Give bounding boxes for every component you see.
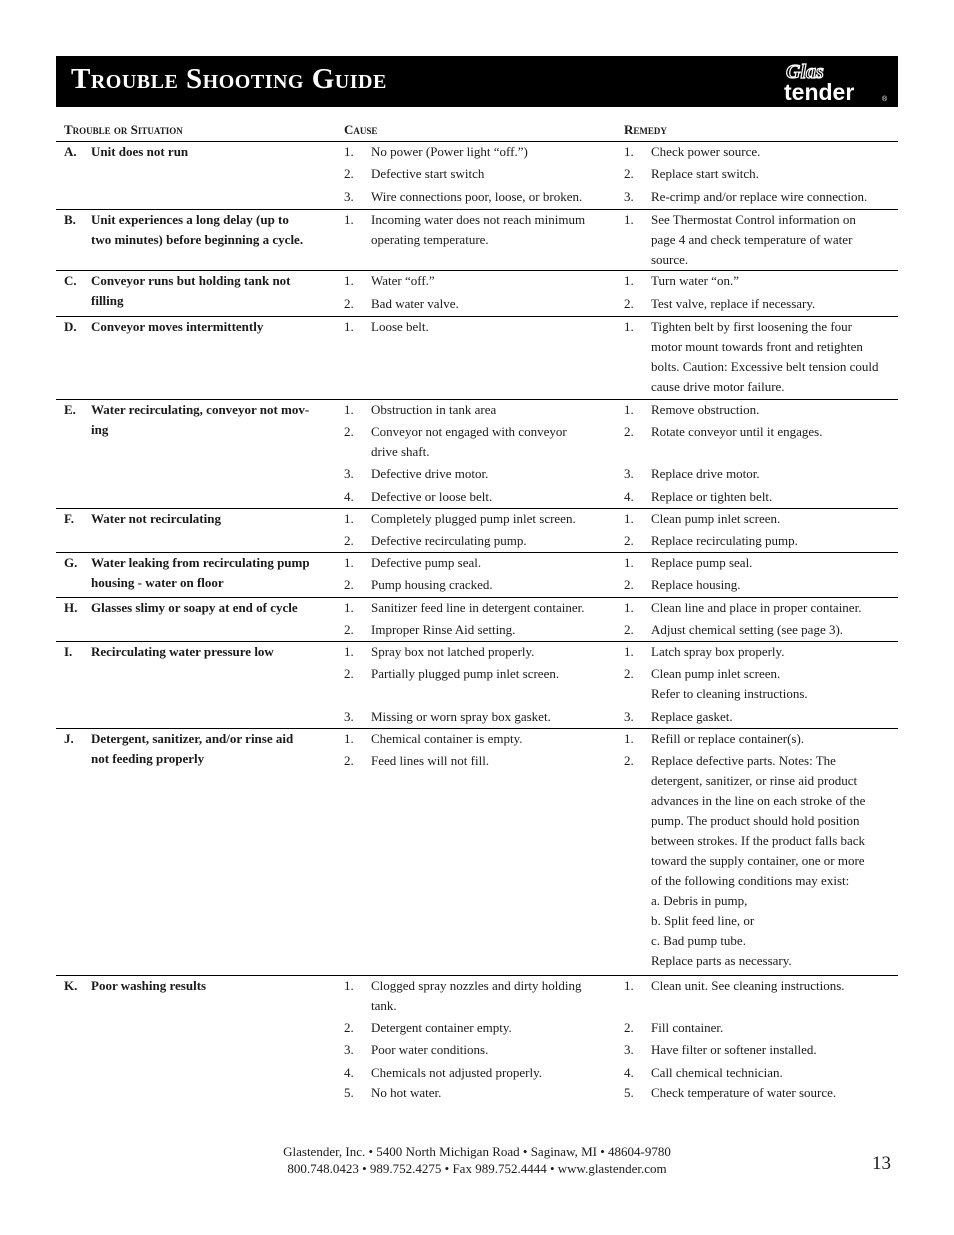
remedy-item-text: See Thermostat Control information on page 4 and check temperature of water source. — [651, 212, 856, 267]
cause-item-text: Bad water valve. — [371, 296, 459, 311]
cause-item-number: 1. — [344, 319, 354, 334]
remedy-item-number: 3. — [624, 189, 634, 204]
cause-item-number: 4. — [344, 489, 354, 504]
remedy-item-text: Check temperature of water source. — [651, 1085, 837, 1100]
remedy-item-number: 4. — [624, 1065, 634, 1080]
trouble-text: Water recirculating, conveyor not mov- ing — [91, 402, 310, 437]
trouble-text: Water leaking from recirculating pump housing - water on floor — [91, 555, 310, 590]
cause-item-number: 2. — [344, 666, 354, 681]
remedy-item-text: Adjust chemical setting (see page 3). — [651, 622, 844, 637]
remedy-item-text: Replace pump seal. — [651, 555, 753, 570]
trouble-text: Water not recirculating — [91, 511, 221, 526]
table-row — [56, 975, 898, 1106]
trouble-text: Unit experiences a long delay (up to two minutes) before beginning a cycle. — [91, 212, 304, 247]
trouble-text: Unit does not run — [91, 144, 189, 159]
cause-item-text: Water “off.” — [371, 273, 435, 288]
remedy-item-text: Clean line and place in proper container. — [651, 600, 862, 615]
cause-item-number: 3. — [344, 709, 354, 724]
remedy-item-text: Turn water “on.” — [651, 273, 739, 288]
remedy-item-text: Replace recirculating pump. — [651, 533, 798, 548]
col-header-trouble: Trouble or Situation — [64, 122, 183, 137]
remedy-item-text: Replace housing. — [651, 577, 741, 592]
remedy-item-text: Clean unit. See cleaning instructions. — [651, 978, 845, 993]
cause-item-number: 1. — [344, 144, 354, 159]
remedy-item-number: 1. — [624, 644, 634, 659]
cause-item-number: 2. — [344, 166, 354, 181]
trouble-letter: I. — [64, 644, 73, 659]
cause-item-text: Defective drive motor. — [371, 466, 489, 481]
remedy-item-number: 1. — [624, 319, 634, 334]
remedy-item-number: 1. — [624, 144, 634, 159]
trouble-text: Detergent, sanitizer, and/or rinse aid not feeding properly — [91, 731, 294, 766]
cause-item-number: 2. — [344, 533, 354, 548]
cause-item-number: 1. — [344, 978, 354, 993]
svg-text:®: ® — [882, 96, 888, 103]
svg-text:Glas: Glas — [786, 61, 824, 83]
remedy-item-number: 1. — [624, 555, 634, 570]
remedy-item-number: 2. — [624, 166, 634, 181]
remedy-item-number: 1. — [624, 402, 634, 417]
remedy-item-number: 2. — [624, 424, 634, 439]
trouble-text: Conveyor runs but holding tank not filling — [91, 273, 291, 308]
remedy-item-number: 1. — [624, 273, 634, 288]
cause-item-number: 2. — [344, 1020, 354, 1035]
cause-item-number: 4. — [344, 1065, 354, 1080]
remedy-item-number: 3. — [624, 709, 634, 724]
cause-item-number: 2. — [344, 577, 354, 592]
col-header-cause: Cause — [344, 122, 378, 137]
cause-item-text: No power (Power light “off.”) — [371, 144, 528, 159]
page-number: 13 — [872, 1153, 891, 1174]
trouble-letter: B. — [64, 212, 76, 227]
col-header-remedy: Remedy — [624, 122, 667, 137]
remedy-item-text: Have filter or softener installed. — [651, 1042, 817, 1057]
table-row — [56, 728, 898, 976]
remedy-item-text: Fill container. — [651, 1020, 724, 1035]
remedy-item-number: 2. — [624, 753, 634, 768]
remedy-item-text: Latch spray box properly. — [651, 644, 785, 659]
table-row — [56, 641, 898, 729]
remedy-item-text: Clean pump inlet screen. Refer to cleaning instructions. — [651, 666, 808, 701]
cause-item-text: Missing or worn spray box gasket. — [371, 709, 551, 724]
table-row — [56, 209, 898, 271]
cause-item-number: 1. — [344, 644, 354, 659]
remedy-item-number: 4. — [624, 489, 634, 504]
remedy-item-text: Re-crimp and/or replace wire connection. — [651, 189, 868, 204]
remedy-item-number: 5. — [624, 1085, 634, 1100]
remedy-item-number: 3. — [624, 466, 634, 481]
cause-item-text: Chemical container is empty. — [371, 731, 523, 746]
remedy-item-number: 1. — [624, 212, 634, 227]
cause-item-text: Defective pump seal. — [371, 555, 482, 570]
remedy-item-text: Replace drive motor. — [651, 466, 760, 481]
remedy-item-number: 2. — [624, 296, 634, 311]
cause-item-number: 2. — [344, 622, 354, 637]
remedy-item-number: 2. — [624, 666, 634, 681]
cause-item-number: 1. — [344, 273, 354, 288]
remedy-item-text: Clean pump inlet screen. — [651, 511, 781, 526]
title-banner — [56, 56, 898, 107]
remedy-item-text: Replace or tighten belt. — [651, 489, 773, 504]
remedy-item-number: 1. — [624, 600, 634, 615]
remedy-item-number: 2. — [624, 577, 634, 592]
remedy-item-text: Check power source. — [651, 144, 761, 159]
table-row — [56, 597, 898, 642]
cause-item-text: Pump housing cracked. — [371, 577, 493, 592]
remedy-item-text: Rotate conveyor until it engages. — [651, 424, 823, 439]
remedy-item-text: Test valve, replace if necessary. — [651, 296, 816, 311]
trouble-letter: K. — [64, 978, 78, 993]
cause-item-number: 2. — [344, 424, 354, 439]
remedy-item-number: 2. — [624, 622, 634, 637]
cause-item-number: 3. — [344, 466, 354, 481]
remedy-item-number: 2. — [624, 533, 634, 548]
cause-item-text: Completely plugged pump inlet screen. — [371, 511, 576, 526]
trouble-letter: J. — [64, 731, 74, 746]
remedy-item-text: Remove obstruction. — [651, 402, 760, 417]
cause-item-text: Conveyor not engaged with conveyor drive shaft. — [371, 424, 567, 459]
cause-item-text: Defective recirculating pump. — [371, 533, 527, 548]
cause-item-text: Feed lines will not fill. — [371, 753, 490, 768]
cause-item-text: Wire connections poor, loose, or broken. — [371, 189, 583, 204]
trouble-letter: F. — [64, 511, 74, 526]
cause-item-number: 1. — [344, 212, 354, 227]
cause-item-text: Defective or loose belt. — [371, 489, 493, 504]
cause-item-text: Improper Rinse Aid setting. — [371, 622, 516, 637]
remedy-item-text: Replace start switch. — [651, 166, 759, 181]
cause-item-number: 5. — [344, 1085, 354, 1100]
cause-item-text: Loose belt. — [371, 319, 429, 334]
trouble-letter: G. — [64, 555, 78, 570]
cause-item-number: 1. — [344, 600, 354, 615]
cause-item-text: Detergent container empty. — [371, 1020, 512, 1035]
cause-item-text: Clogged spray nozzles and dirty holding tank. — [371, 978, 582, 1013]
footer-address: Glastender, Inc. • 5400 North Michigan Road • Saginaw, MI • 48604-9780 — [283, 1144, 671, 1159]
cause-item-number: 1. — [344, 402, 354, 417]
glastender-logo — [780, 60, 892, 104]
trouble-letter: H. — [64, 600, 78, 615]
table-row — [56, 552, 898, 598]
remedy-item-text: Replace gasket. — [651, 709, 733, 724]
cause-item-number: 1. — [344, 555, 354, 570]
remedy-item-number: 3. — [624, 1042, 634, 1057]
remedy-item-number: 1. — [624, 511, 634, 526]
cause-item-number: 1. — [344, 511, 354, 526]
trouble-text: Glasses slimy or soapy at end of cycle — [91, 600, 298, 615]
remedy-item-number: 1. — [624, 978, 634, 993]
remedy-item-text: Refill or replace container(s). — [651, 731, 805, 746]
trouble-text: Conveyor moves intermittently — [91, 319, 264, 334]
table-row — [56, 142, 898, 209]
table-row — [56, 270, 898, 317]
cause-item-text: Poor water conditions. — [371, 1042, 489, 1057]
trouble-letter: C. — [64, 273, 77, 288]
cause-item-text: Incoming water does not reach minimum operating temperature. — [371, 212, 586, 247]
remedy-item-text: Tighten belt by first loosening the four motor mount towards front and retighten bolts. Caution: Excessive belt tension could cause drive motor failure. — [651, 319, 879, 394]
table-row — [56, 316, 898, 400]
footer-contact: 800.748.0423 • 989.752.4275 • Fax 989.752.4444 • www.glastender.com — [287, 1161, 667, 1176]
trouble-text: Recirculating water pressure low — [91, 644, 274, 659]
cause-item-number: 3. — [344, 1042, 354, 1057]
remedy-item-number: 1. — [624, 731, 634, 746]
cause-item-text: Chemicals not adjusted properly. — [371, 1065, 543, 1080]
table-row — [56, 399, 898, 509]
cause-item-number: 3. — [344, 189, 354, 204]
trouble-letter: D. — [64, 319, 77, 334]
trouble-letter: E. — [64, 402, 76, 417]
cause-item-number: 2. — [344, 753, 354, 768]
cause-item-text: Obstruction in tank area — [371, 402, 497, 417]
page-title: Trouble Shooting Guide — [71, 63, 387, 95]
remedy-item-number: 2. — [624, 1020, 634, 1035]
trouble-letter: A. — [64, 144, 77, 159]
remedy-item-text: Call chemical technician. — [651, 1065, 783, 1080]
cause-item-text: No hot water. — [371, 1085, 442, 1100]
cause-item-number: 1. — [344, 731, 354, 746]
cause-item-text: Spray box not latched properly. — [371, 644, 535, 659]
table-row — [56, 508, 898, 553]
svg-text:tender: tender — [784, 79, 855, 104]
trouble-text: Poor washing results — [91, 978, 207, 993]
cause-item-text: Defective start switch — [371, 166, 485, 181]
cause-item-number: 2. — [344, 296, 354, 311]
cause-item-text: Partially plugged pump inlet screen. — [371, 666, 560, 681]
remedy-item-text: Replace defective parts. Notes: The detergent, sanitizer, or rinse aid product advances in the line on each stroke of the pump. The product should hold position between strokes. If the product falls back toward the supply container, one or more of the following conditions may exist: a. Debris in pump, b. Split feed line, or c. Bad pump tube. Replace parts as necessary. — [651, 753, 866, 968]
cause-item-text: Sanitizer feed line in detergent container. — [371, 600, 585, 615]
